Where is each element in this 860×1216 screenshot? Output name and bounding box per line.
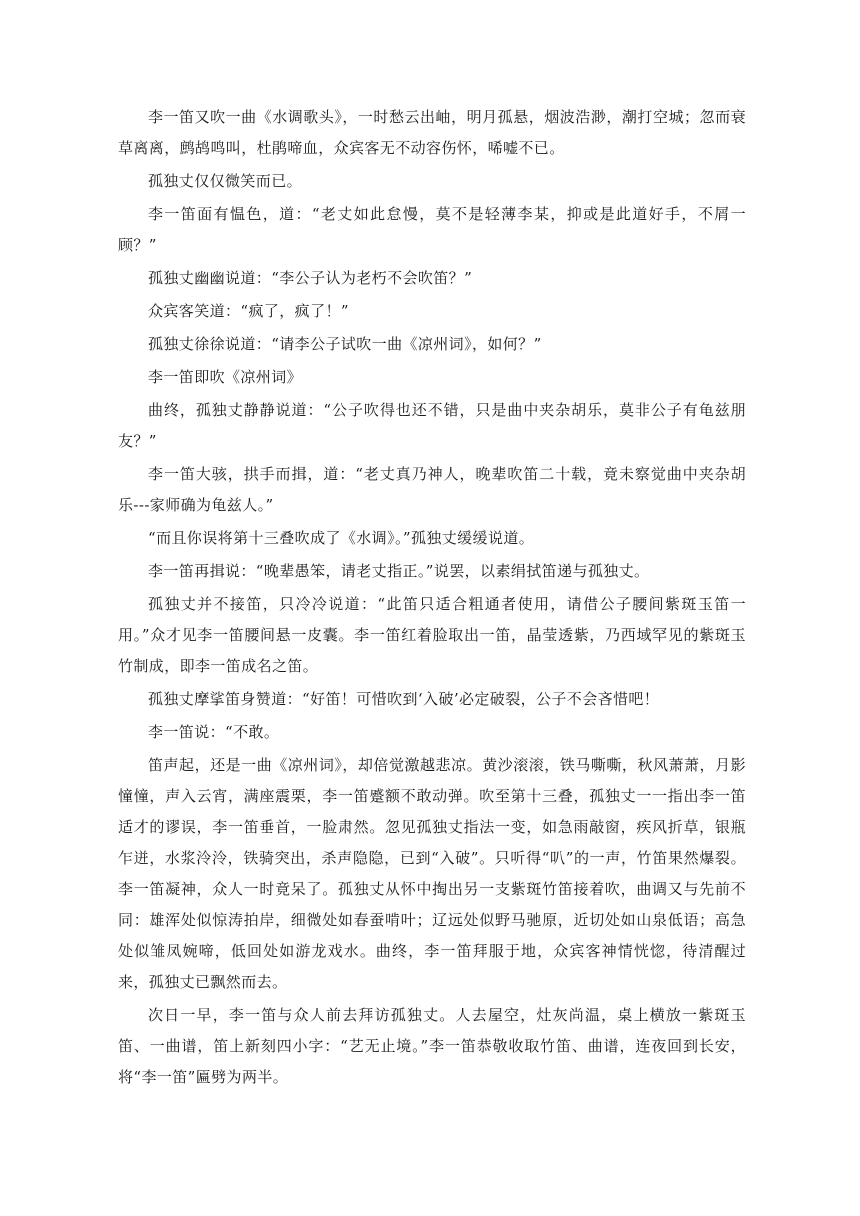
paragraph-9: 李一笛大骇，拱手而揖，道：“老丈真乃神人，晚辈吹笛二十载，竟未察觉曲中夹杂胡乐---家师确为龟兹人。” — [118, 465, 746, 514]
document-body — [118, 102, 746, 1095]
paragraph-16: 次日一早，李一笛与众人前去拜访孤独丈。人去屋空，灶灰尚温，桌上横放一紫斑玉笛、一曲谱，笛上新刻四小字：“艺无止境。”李一笛恭敬收取竹笛、曲谱，连夜回到长安，将“李一笛”匾劈为两半。 — [118, 1006, 746, 1086]
paragraph-6: 孤独丈徐徐说道：“请李公子试吹一曲《凉州词》，如何？” — [148, 335, 542, 353]
paragraph-1: 李一笛又吹一曲《水调歌头》，一时愁云出岫，明月孤悬，烟波浩渺，潮打空城；忽而衰草离离，鹧鸪鸣叫，杜鹃啼血，众宾客无不动容伤怀，唏嘘不已。 — [118, 108, 746, 157]
paragraph-4: 孤独丈幽幽说道：“李公子认为老朽不会吹笛？” — [148, 269, 473, 287]
paragraph-3: 李一笛面有愠色，道：“老丈如此怠慢，莫不是轻薄李某，抑或是此道好手，不屑一顾？” — [118, 205, 746, 254]
paragraph-5: 众宾客笑道：“疯了，疯了！” — [148, 302, 349, 320]
paragraph-8: 曲终，孤独丈静静说道：“公子吹得也还不错，只是曲中夹杂胡乐，莫非公子有龟兹朋友？” — [118, 401, 746, 450]
paragraph-12: 孤独丈并不接笛，只冷冷说道：“此笛只适合粗通者使用，请借公子腰间紫斑玉笛一用。”众才见李一笛腰间悬一皮囊。李一笛红着脸取出一笛，晶莹透紫，乃西域罕见的紫斑玉竹制成，即李一笛成名之笛。 — [118, 595, 746, 675]
paragraph-11: 李一笛再揖说：“晚辈愚笨，请老丈指正。”说罢，以素绢拭笛递与孤独丈。 — [148, 562, 650, 580]
paragraph-7: 李一笛即吹《凉州词》 — [148, 368, 303, 386]
paragraph-14: 李一笛说：“不敢。 — [148, 723, 280, 741]
paragraph-15: 笛声起，还是一曲《凉州词》，却倍觉激越悲凉。黄沙滚滚，铁马嘶嘶，秋风萧萧，月影憧憧，声入云宵，满座震栗，李一笛蹙额不敢动弹。吹至第十三叠，孤独丈一一指出李一笛适才的谬误，李一笛垂首，一脸肃然。忽见孤独丈指法一变，如急雨敲窗，疾风折草，银瓶乍迸，水浆泠泠，铁骑突出，杀声隐隐，已到“入破”。只听得“叭”的一声，竹笛果然爆裂。李一笛凝神，众人一时竟呆了。孤独丈从怀中掏出另一支紫斑竹笛接着吹，曲调又与先前不同：雄浑处似惊涛拍岸，细微处如春蚕啃叶；辽远处似野马驰原，近切处如山泉低语；高急处似雏凤婉啼，低回处如游龙戏水。曲终，李一笛拜服于地，众宾客神情恍惚，待清醒过来，孤独丈已飘然而去。 — [118, 756, 746, 991]
paragraph-10: “而且你误将第十三叠吹成了《水调》。”孤独丈缓缓说道。 — [148, 529, 535, 547]
paragraph-2: 孤独丈仅仅微笑而已。 — [148, 172, 303, 190]
paragraph-13: 孤独丈摩挲笛身赞道：“好笛！可惜吹到‘入破’必定破裂，公子不会吝惜吧！ — [148, 690, 660, 708]
